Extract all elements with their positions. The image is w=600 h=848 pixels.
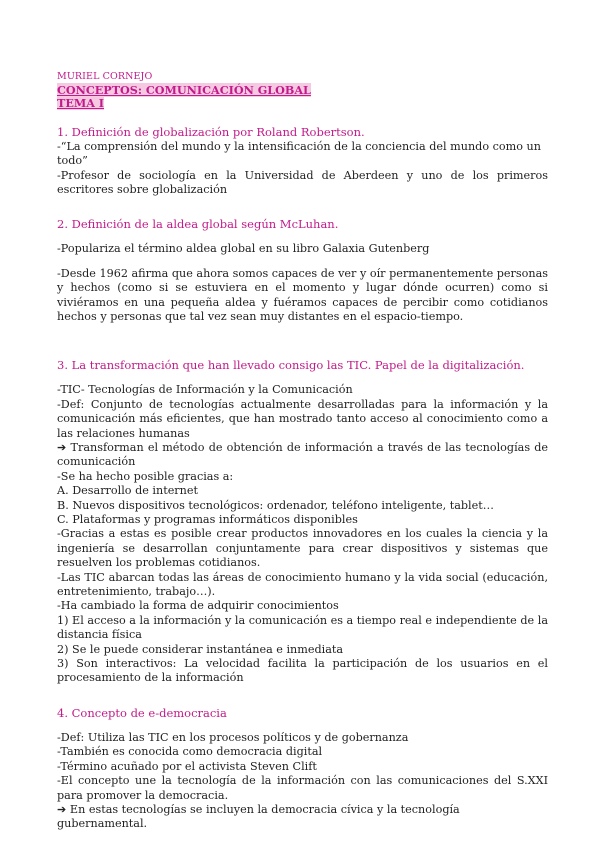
section-3-line-4: -Se ha hecho posible gracias a:	[57, 469, 234, 483]
section-4-line-5: ➔ En estas tecnologías se incluyen la democracia cívica y la tecnología gubernamental.	[57, 802, 460, 831]
section-3-line-10: -Ha cambiado la forma de adquirir conocimientos	[57, 599, 339, 613]
section-3-line-13: 3) Son interactivos: La velocidad facilita la participación de los usuarios en el procesamiento de la información	[57, 657, 548, 685]
section-3-line-1: -TIC- Tecnologías de Información y la Comunicación	[57, 383, 353, 397]
section-4-line-2: -También es conocida como democracia digital	[57, 745, 323, 759]
section-3-line-3: ➔ Transforman el método de obtención de información a través de las tecnologías de comunicación	[57, 440, 548, 469]
section-2-line-2: -Desde 1962 afirma que ahora somos capaces de ver y oír permanentemente personas y hechos (como si se estuviera en el momento y lugar dónde ocurren) como si viviéramos en una pequeña aldea y fuéramos capaces de percibir como cotidianos hechos y personas que tal vez sean muy distantes en el espacio-tiempo.	[57, 266, 548, 323]
section-3-line-6: B. Nuevos dispositivos tecnológicos: ordenador, teléfono inteligente, tablet…	[57, 498, 494, 512]
section-4-line-3: -Término acuñado por el activista Steven Clift	[57, 759, 317, 773]
section-4-line-1: -Def: Utiliza las TIC en los procesos políticos y de gobernanza	[57, 730, 409, 744]
section-3-line-12: 2) Se le puede considerar instantánea e inmediata	[57, 642, 344, 656]
section-3-heading: 3. La transformación que han llevado consigo las TIC. Papel de la digitalización.	[57, 358, 525, 373]
section-2-line-1: -Populariza el término aldea global en su libro Galaxia Gutenberg	[57, 242, 430, 256]
section-1-line-1: -“La comprensión del mundo y la intensificación de la conciencia del mundo como un todo”	[57, 139, 541, 168]
document-title: CONCEPTOS: COMUNICACIÓN GLOBAL	[57, 82, 311, 97]
section-3-line-5: A. Desarrollo de internet	[57, 484, 198, 498]
section-4-heading: 4. Concepto de e-democracia	[57, 705, 227, 720]
document-subtitle: TEMA I	[57, 96, 105, 111]
section-4-line-4: -El concepto une la tecnología de la información con las comunicaciones del S.XXI para promover la democracia.	[57, 774, 548, 802]
section-3-line-8: -Gracias a estas es posible crear productos innovadores en los cuales la ciencia y la ingeniería se desarrollan conjuntamente para crear dispositivos y sistemas que resuelven los problemas cotidianos.	[57, 527, 548, 570]
section-2-heading: 2. Definición de la aldea global según McLuhan.	[57, 217, 339, 232]
section-1-heading: 1. Definición de globalización por Roland Robertson.	[57, 124, 365, 139]
document-body	[57, 71, 548, 832]
author-name: MURIEL CORNEJO	[57, 71, 153, 82]
section-3-line-2: -Def: Conjunto de tecnologías actualmente desarrolladas para la información y la comunicación más eficientes, que han mostrado tanto acceso al conocimiento como a las relaciones humanas	[57, 397, 548, 440]
section-1-line-2: -Profesor de sociología en la Universidad de Aberdeen y uno de los primeros escritores sobre globalización	[57, 168, 548, 196]
section-3-line-7: C. Plataformas y programas informáticos disponibles	[57, 513, 358, 526]
section-3-line-9: -Las TIC abarcan todas las áreas de conocimiento humano y la vida social (educación, entretenimiento, trabajo…).	[57, 570, 548, 599]
section-3-line-11: 1) El acceso a la información y la comunicación es a tiempo real e independiente de la distancia física	[57, 613, 548, 642]
